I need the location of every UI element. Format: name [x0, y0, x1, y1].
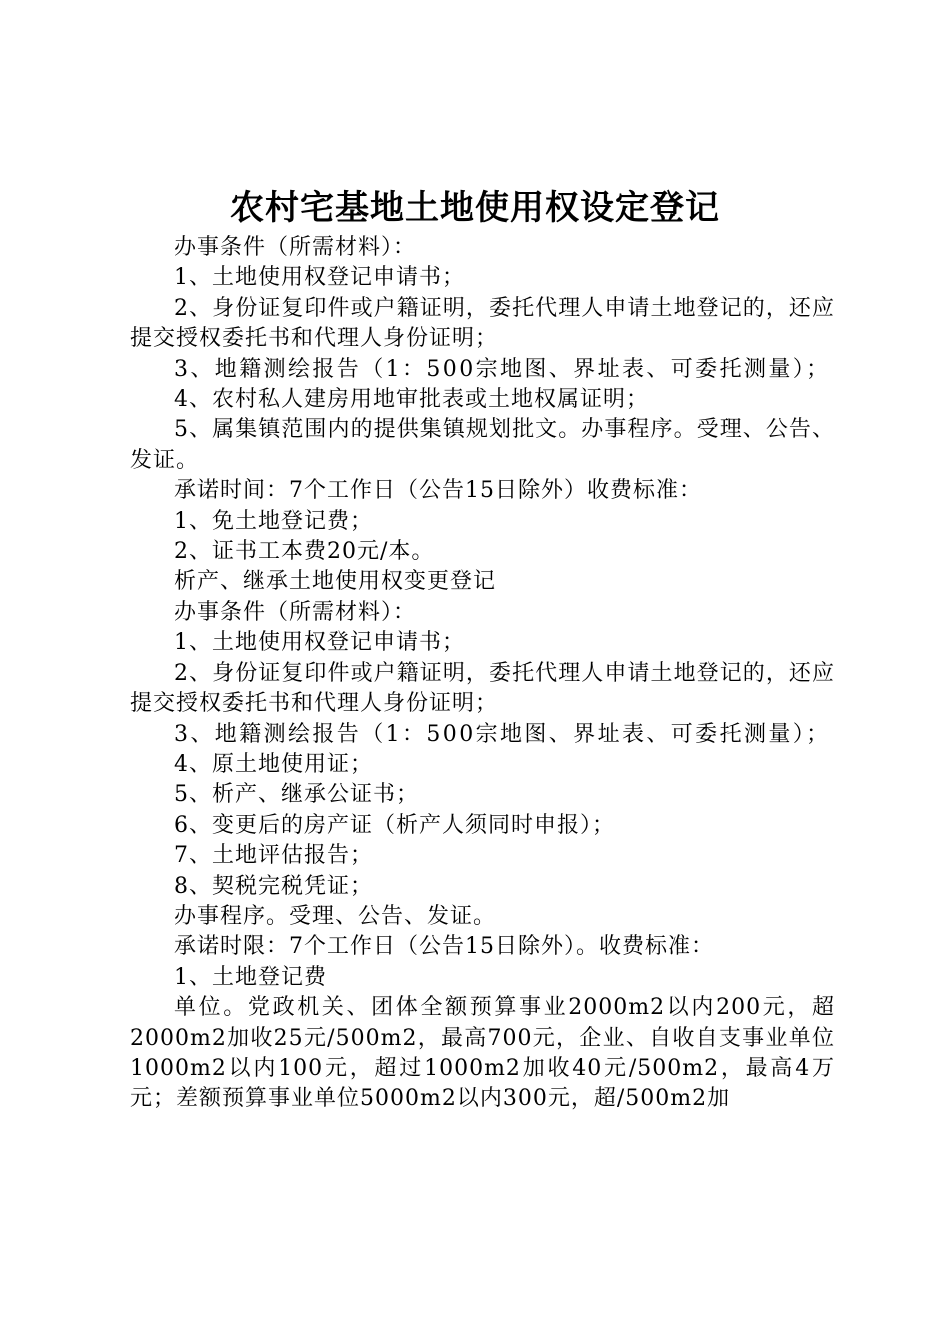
- document-body: [130, 233, 835, 1115]
- paragraph-21: 承诺时限：7个工作日（公告15日除外）。收费标准：: [174, 934, 714, 960]
- paragraph-8: 1、免土地登记费；: [174, 508, 373, 534]
- paragraph-20: 办事程序。受理、公告、发证。: [174, 903, 497, 929]
- paragraph-19: 8、契税完税凭证；: [174, 873, 373, 899]
- paragraph-7: 承诺时间：7个工作日（公告15日除外）收费标准：: [174, 478, 702, 504]
- paragraph-2: 1、土地使用权登记申请书；: [174, 265, 465, 291]
- paragraph-23: 单位。党政机关、团体全额预算事业2000m2以内200元，超2000m2加收25元/500m2，最高700元，企业、自收自支事业单位1000m2以内100元，超过1000m2加收40元/500m2，最高4万元；差额预算事业单位5000m2以内300元，超/500m2加: [130, 995, 835, 1112]
- paragraph-14: 3、地籍测绘报告（1：500宗地图、界址表、可委托测量）；: [174, 721, 831, 747]
- document-title: 农村宅基地土地使用权设定登记: [230, 188, 720, 228]
- paragraph-9: 2、证书工本费20元/本。: [174, 539, 435, 565]
- paragraph-3: 2、身份证复印件或户籍证明，委托代理人申请土地登记的，还应提交授权委托书和代理人身份证明；: [130, 295, 835, 352]
- paragraph-13: 2、身份证复印件或户籍证明，委托代理人申请土地登记的，还应提交授权委托书和代理人身份证明；: [130, 660, 835, 717]
- paragraph-10: 析产、继承土地使用权变更登记: [174, 569, 497, 595]
- paragraph-16: 5、析产、继承公证书；: [174, 782, 419, 808]
- paragraph-15: 4、原土地使用证；: [174, 751, 373, 777]
- paragraph-18: 7、土地评估报告；: [174, 843, 373, 869]
- paragraph-17: 6、变更后的房产证（析产人须同时申报）；: [174, 812, 615, 838]
- paragraph-11: 办事条件（所需材料）：: [174, 599, 417, 625]
- paragraph-6: 5、属集镇范围内的提供集镇规划批文。办事程序。受理、公告、发证。: [130, 417, 835, 473]
- paragraph-12: 1、土地使用权登记申请书；: [174, 630, 465, 656]
- paragraph-1: 办事条件（所需材料）：: [174, 235, 417, 260]
- paragraph-4: 3、地籍测绘报告（1：500宗地图、界址表、可委托测量）；: [174, 356, 831, 382]
- paragraph-5: 4、农村私人建房用地审批表或土地权属证明；: [174, 387, 649, 413]
- paragraph-22: 1、土地登记费: [174, 964, 327, 990]
